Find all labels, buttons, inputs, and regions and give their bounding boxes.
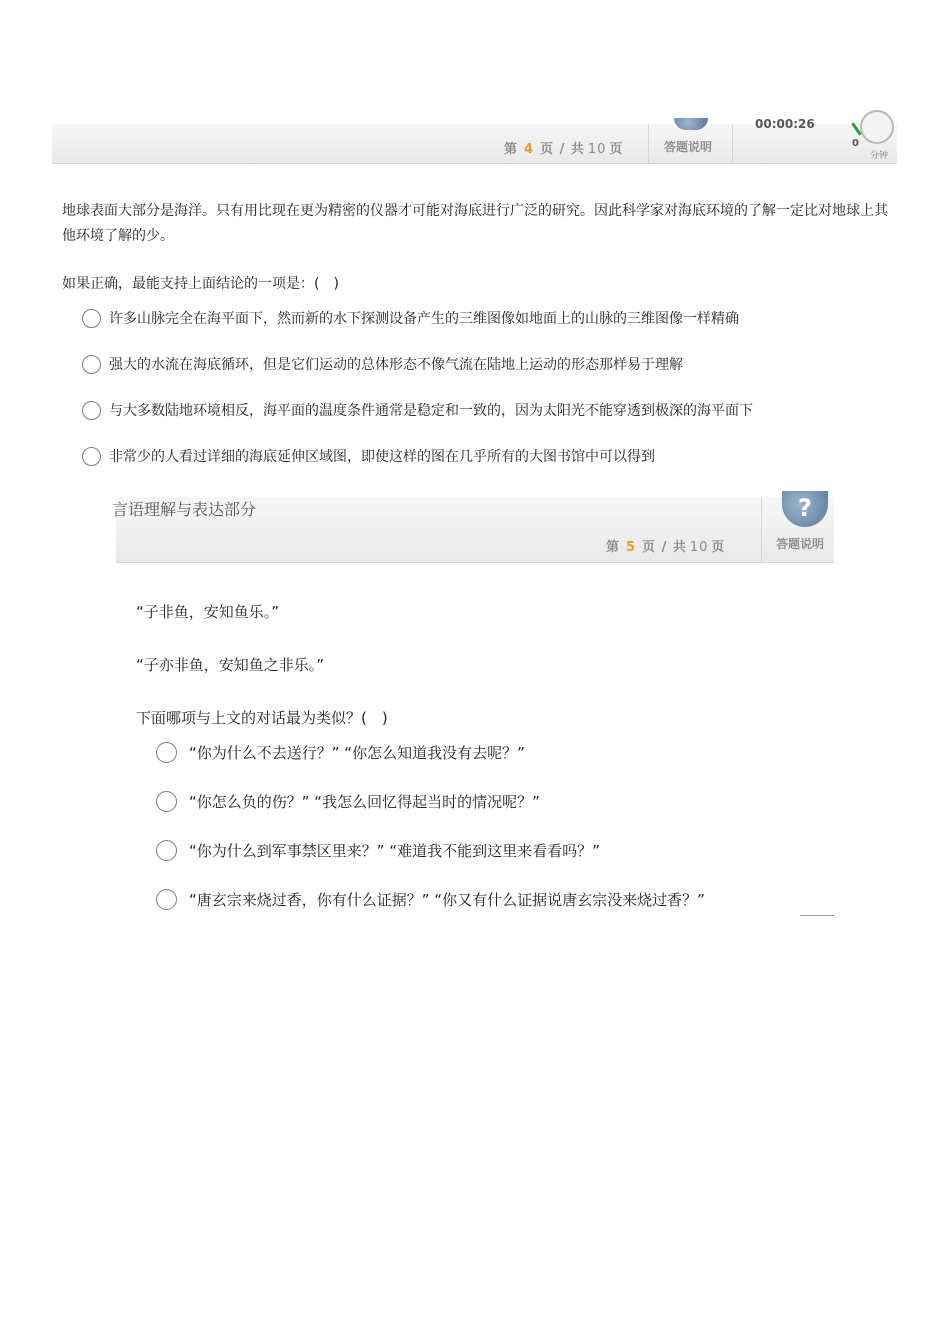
timer-dial-icon xyxy=(860,110,894,144)
radio-button[interactable] xyxy=(82,447,101,466)
page-indicator xyxy=(504,138,623,157)
option-label: “你为什么到军事禁区里来？” “难道我不能到这里来看看吗？” xyxy=(189,842,600,860)
quote-line-2: “子亦非鱼，安知鱼之非乐。” xyxy=(136,656,325,674)
question-header-bar xyxy=(52,117,897,164)
option-label: 强大的水流在海底循环，但是它们运动的总体形态不像气流在陆地上运动的形态那样易于理解 xyxy=(109,357,683,373)
timer-minutes-unit: 分钟 xyxy=(870,151,889,161)
option-label: 许多山脉完全在海平面下，然而新的水下探测设备产生的三维图像如地面上的山脉的三维图像一样精确 xyxy=(109,311,739,327)
timer-minutes-value: 0 xyxy=(852,138,859,149)
radio-button[interactable] xyxy=(156,791,177,812)
answer-option-c[interactable] xyxy=(156,840,600,861)
page-prefix: 第 xyxy=(504,142,519,157)
question-stem: 如果正确，最能支持上面结论的一项是：( ) xyxy=(62,276,339,292)
total-page-number: 10 xyxy=(587,142,607,157)
question-header-bar xyxy=(112,494,834,563)
radio-button[interactable] xyxy=(156,889,177,910)
current-page-number: 5 xyxy=(626,540,637,555)
current-page-number: 4 xyxy=(524,142,535,157)
answer-option-b[interactable] xyxy=(156,791,540,812)
quote-line-1: “子非鱼，安知鱼乐。” xyxy=(136,603,280,621)
radio-button[interactable] xyxy=(156,840,177,861)
answer-option-a[interactable] xyxy=(82,308,739,328)
total-page-number: 10 xyxy=(689,540,709,555)
page-suffix: 页 xyxy=(609,142,624,157)
page-suffix: 页 xyxy=(711,540,726,555)
question-stem: 下面哪项与上文的对话最为类似？( ) xyxy=(136,709,388,727)
option-label: 非常少的人看过详细的海底延伸区域图，即使这样的图在几乎所有的大图书馆中可以得到 xyxy=(109,449,655,465)
page-indicator xyxy=(606,536,725,555)
timer-display: 00:00:26 xyxy=(755,117,815,131)
page-mid: 页 / 共 xyxy=(642,540,687,555)
page-mid: 页 / 共 xyxy=(540,142,585,157)
answer-option-a[interactable] xyxy=(156,742,525,763)
help-question-icon[interactable] xyxy=(674,118,708,130)
option-label: 与大多数陆地环境相反，海平面的温度条件通常是稳定和一致的，因为太阳光不能穿透到极深的海平面下 xyxy=(109,403,753,419)
section-title: 言语理解与表达部分 xyxy=(112,500,257,519)
passage-text: 地球表面大部分是海洋。只有用比现在更为精密的仪器才可能对海底进行广泛的研究。因此科学家对海底环境的了解一定比对地球上其他环境了解的少。 xyxy=(62,203,888,244)
radio-button[interactable] xyxy=(82,401,101,420)
radio-button[interactable] xyxy=(82,309,101,328)
option-label: “唐玄宗来烧过香，你有什么证据？” “你又有什么证据说唐玄宗没来烧过香？” xyxy=(189,891,705,909)
answer-instructions-button[interactable]: 答题说明 xyxy=(664,140,713,154)
divider-line xyxy=(800,915,834,916)
header-divider xyxy=(648,124,649,164)
answer-option-b[interactable] xyxy=(82,354,683,374)
radio-button[interactable] xyxy=(82,355,101,374)
header-divider xyxy=(761,497,762,563)
option-label: “你怎么负的伤？” “我怎么回忆得起当时的情况呢？” xyxy=(189,793,540,811)
option-label: “你为什么不去送行？” “你怎么知道我没有去呢？” xyxy=(189,744,525,762)
answer-option-c[interactable] xyxy=(82,400,753,420)
radio-button[interactable] xyxy=(156,742,177,763)
page-prefix: 第 xyxy=(606,540,621,555)
header-divider xyxy=(732,124,733,164)
answer-option-d[interactable] xyxy=(82,446,655,466)
answer-instructions-button[interactable]: 答题说明 xyxy=(776,537,825,551)
help-question-icon[interactable]: ? xyxy=(782,491,828,527)
answer-option-d[interactable] xyxy=(156,889,705,910)
